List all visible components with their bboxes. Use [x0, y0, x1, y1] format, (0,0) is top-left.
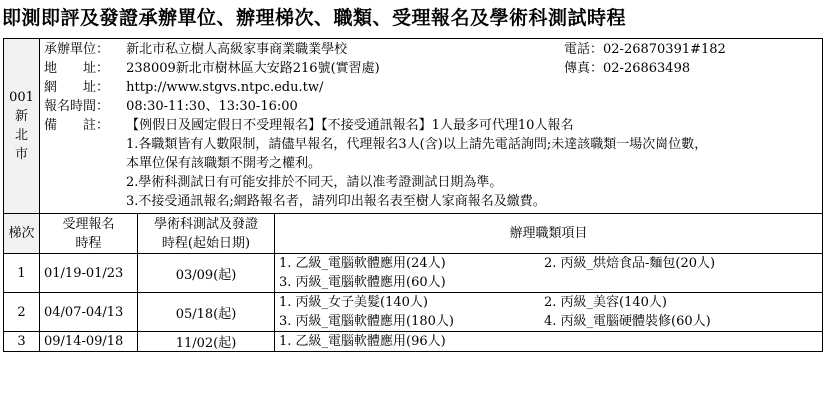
test-date: 11/02(起)	[138, 332, 275, 352]
item: 2. 丙級_美容(140人)	[544, 295, 667, 310]
phone-label: 電話：	[564, 42, 604, 57]
registration-period: 04/07-04/13	[40, 293, 138, 332]
info-block	[40, 39, 823, 214]
registration-period: 01/19-01/23	[40, 254, 138, 293]
header-test	[138, 214, 275, 254]
header-test-line2: 時程(起始日期)	[161, 235, 251, 251]
site-cell	[4, 39, 40, 214]
item: 3. 丙級_電腦軟體應用(60人)	[279, 275, 446, 290]
batch-number: 3	[4, 332, 40, 352]
site-region-char: 新	[14, 109, 28, 124]
address-value: 238009新北市樹林區大安路216號(實習處)	[126, 61, 380, 76]
table-row	[4, 332, 823, 352]
item: 4. 丙級_電腦硬體裝修(60人)	[544, 314, 711, 329]
item: 3. 丙級_電腦軟體應用(180人)	[279, 314, 454, 329]
fax-value: 02-26863498	[603, 61, 691, 76]
header-registration	[40, 214, 138, 254]
organizer-line	[44, 40, 818, 59]
header-registration-line1: 受理報名	[62, 216, 115, 232]
note-text: 1.各職類皆有人數限制，請儘早報名，代理報名3人(含)以上請先電話詢問;未達該職類一場次崗位數，	[126, 137, 708, 152]
address-label: 地 址：	[44, 61, 110, 76]
batch-number: 2	[4, 293, 40, 332]
header-test-line1: 學術科測試及發證	[153, 216, 258, 232]
note-text: 3.不接受通訊報名;網路報名者，請列印出報名表至樹人家商報名及繳費。	[126, 194, 546, 209]
header-registration-line2: 時程	[75, 235, 102, 251]
fax-group	[564, 59, 690, 78]
note-line	[44, 135, 818, 154]
note-text: 本單位保有該職類不開考之權利。	[126, 156, 322, 171]
item-line	[279, 254, 818, 273]
item: 1. 乙級_電腦軟體應用(96人)	[279, 334, 446, 349]
note-text: 2.學術科測試日有可能安排於不同天，請以准考證測試日期為準。	[126, 175, 503, 190]
info-row	[4, 39, 823, 214]
item: 1. 丙級_女子美髮(140人)	[279, 295, 428, 310]
item: 2. 丙級_烘焙食品-麵包(20人)	[544, 256, 716, 271]
website-line	[44, 78, 818, 97]
item-line	[279, 332, 818, 351]
website-link[interactable]: http://www.stgvs.ntpc.edu.tw/	[126, 80, 324, 95]
item: 1. 乙級_電腦軟體應用(24人)	[279, 256, 446, 271]
hours-line	[44, 97, 818, 116]
hours-value: 08:30-11:30、13:30-16:00	[126, 99, 298, 114]
table-row	[4, 293, 823, 332]
batch-number: 1	[4, 254, 40, 293]
items-cell	[275, 332, 823, 352]
schedule-table	[3, 38, 823, 352]
table-row	[4, 254, 823, 293]
organizer-value: 新北市私立樹人高級家事商業職業學校	[126, 42, 348, 57]
organizer-label: 承辦單位：	[44, 42, 110, 57]
note-text: 【例假日及國定假日不受理報名】【不接受通訊報名】1人最多可代理10人報名	[126, 118, 574, 133]
notes-line	[44, 116, 818, 135]
site-code: 001	[9, 90, 34, 105]
item-line	[279, 293, 818, 312]
items-cell	[275, 254, 823, 293]
header-items: 辦理職類項目	[275, 214, 823, 254]
item-line	[279, 312, 818, 331]
registration-period: 09/14-09/18	[40, 332, 138, 352]
notes-label: 備 註：	[44, 118, 110, 133]
phone-group	[564, 40, 726, 59]
website-label: 網 址：	[44, 80, 110, 95]
header-row	[4, 214, 823, 254]
page-title: 即測即評及發證承辦單位、辦理梯次、職類、受理報名及學術科測試時程	[2, 7, 627, 29]
site-region-char: 市	[14, 147, 28, 162]
note-line	[44, 192, 818, 211]
test-date: 03/09(起)	[138, 254, 275, 293]
site-region-char: 北	[14, 128, 28, 143]
fax-label: 傳真：	[564, 61, 604, 76]
header-batch: 梯次	[4, 214, 40, 254]
hours-label: 報名時間：	[44, 99, 110, 114]
note-line	[44, 173, 818, 192]
address-line	[44, 59, 818, 78]
phone-value: 02-26870391#182	[603, 42, 726, 57]
test-date: 05/18(起)	[138, 293, 275, 332]
items-cell	[275, 293, 823, 332]
note-line	[44, 154, 818, 173]
item-line	[279, 273, 818, 292]
